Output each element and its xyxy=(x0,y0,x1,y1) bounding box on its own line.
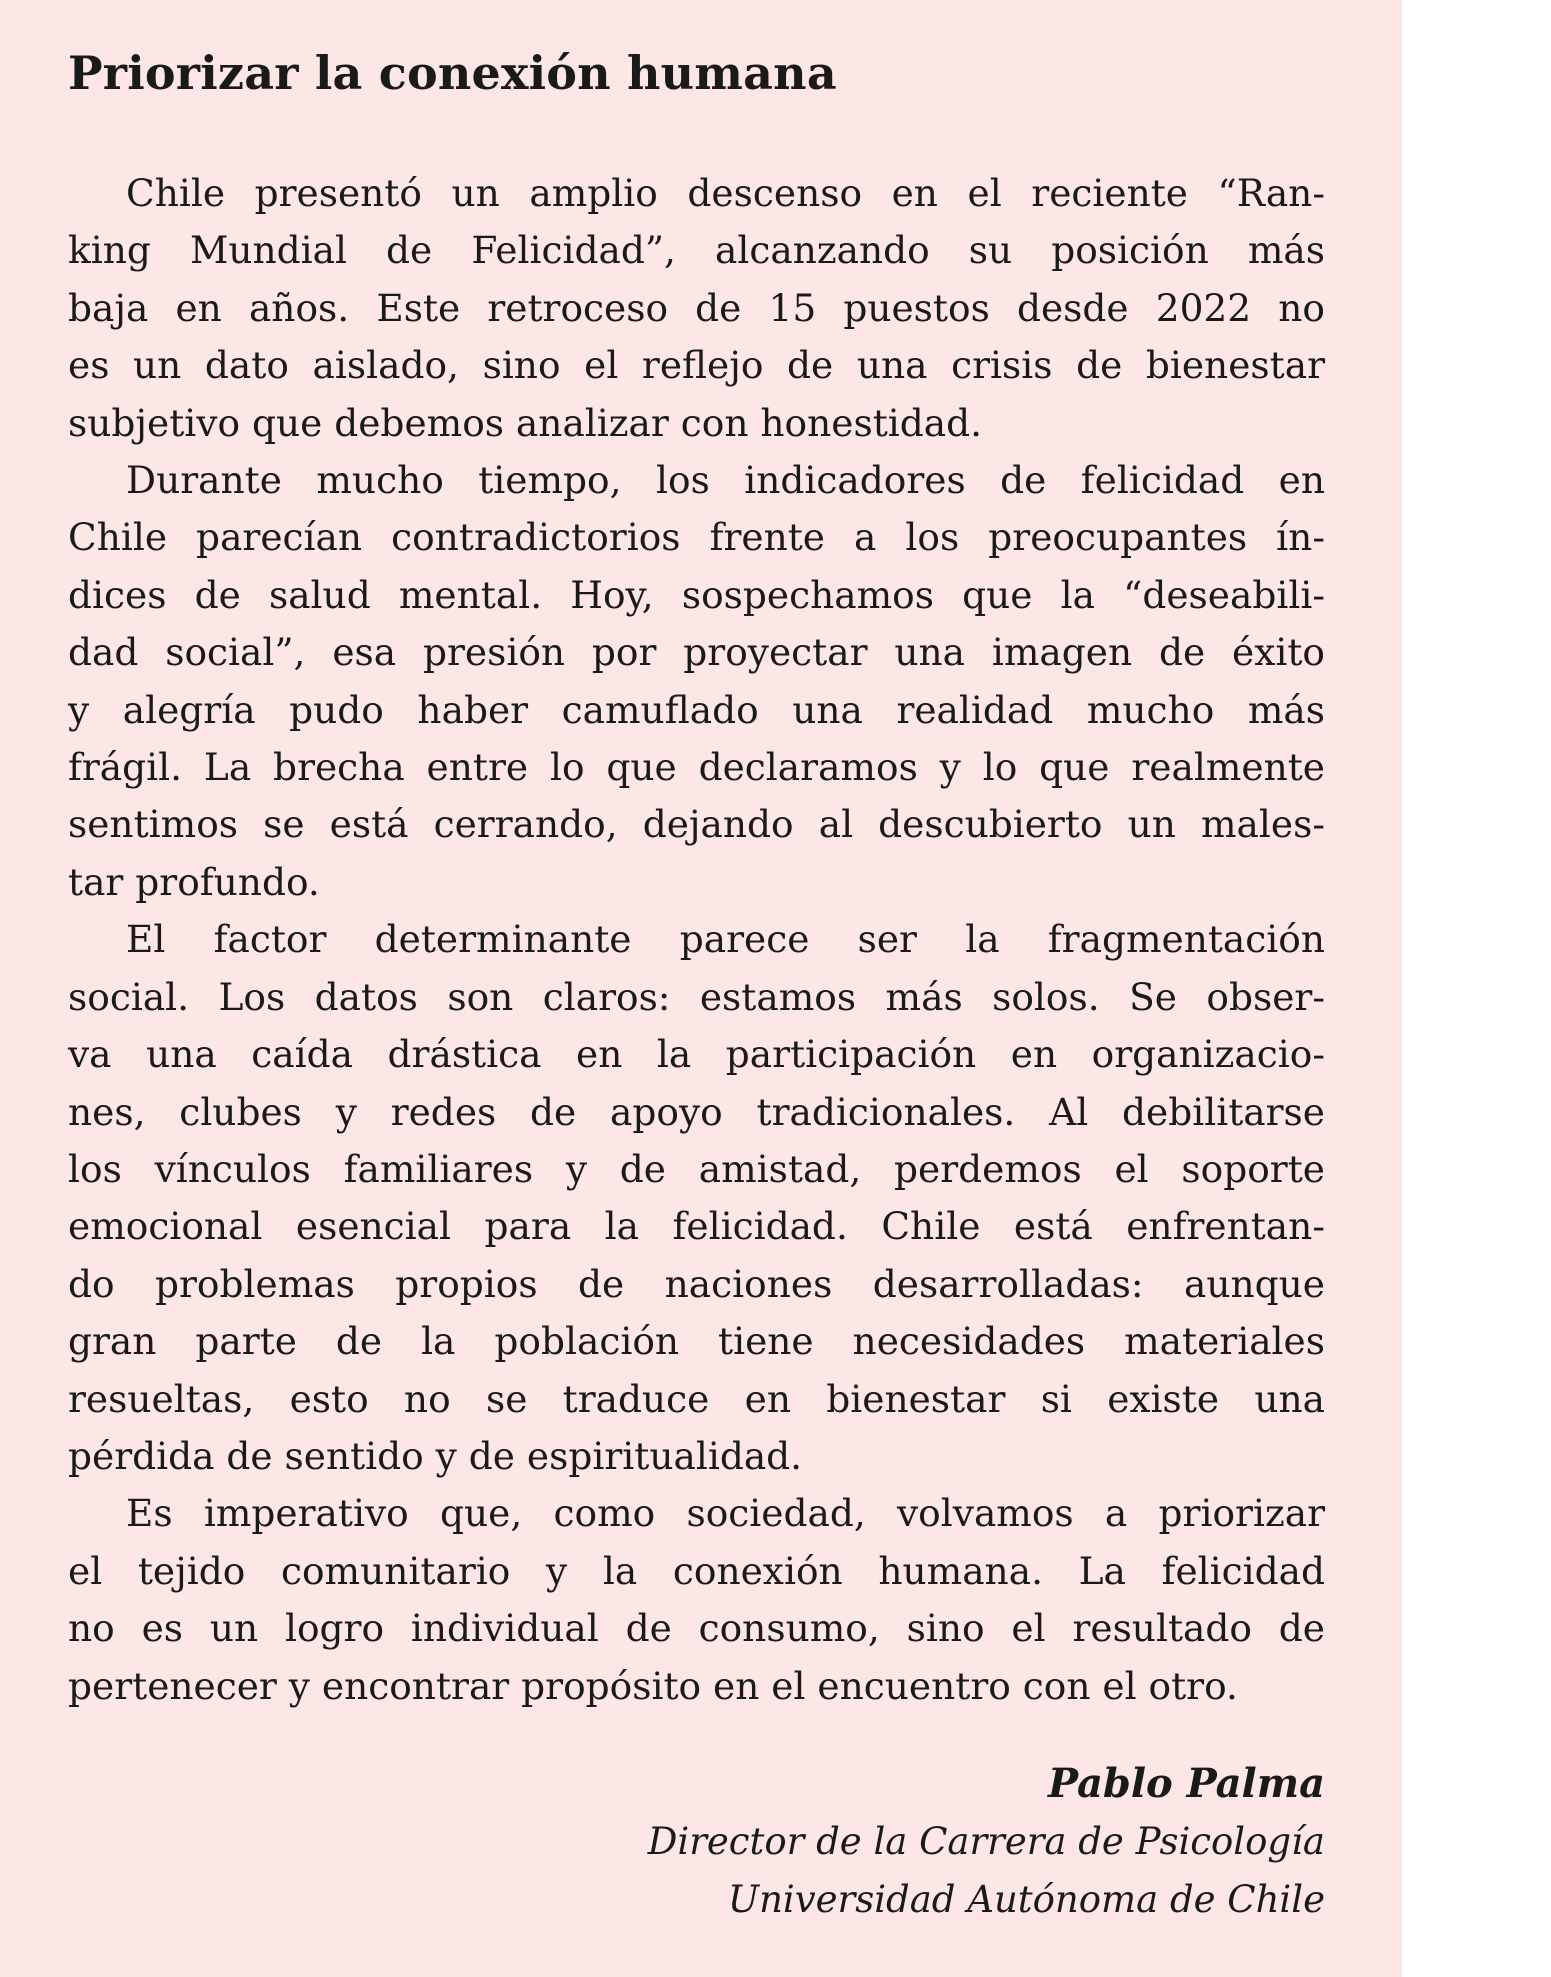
article-body xyxy=(68,165,1325,1715)
text-line: gran parte de la población tiene necesidades materiales xyxy=(68,1319,1325,1364)
text-line: no es un logro individual de consumo, sino el resultado de xyxy=(68,1606,1325,1651)
text-line: emocional esencial para la felicidad. Chile está enfrentan- xyxy=(68,1204,1325,1249)
text-line: social. Los datos son claros: estamos más solos. Se obser- xyxy=(68,974,1325,1019)
text-line: do problemas propios de naciones desarrolladas: aunque xyxy=(68,1261,1325,1306)
author-name: Pablo Palma xyxy=(1047,1760,1325,1807)
text-line: king Mundial de Felicidad”, alcanzando su posición más xyxy=(68,228,1325,273)
text-line: pérdida de sentido y de espiritualidad. xyxy=(68,1433,803,1478)
text-line: Chile presentó un amplio descenso en el reciente “Ran- xyxy=(126,171,1325,215)
text-line: el tejido comunitario y la conexión humana. La felicidad xyxy=(68,1548,1325,1593)
text-line: dices de salud mental. Hoy, sospechamos que la “deseabili- xyxy=(68,572,1325,617)
text-line: sentimos se está cerrando, dejando al descubierto un males- xyxy=(68,802,1325,847)
text-line: Es imperativo que, como sociedad, volvamos a priorizar xyxy=(126,1491,1325,1536)
author-institution: Universidad Autónoma de Chile xyxy=(727,1878,1325,1921)
text-line: tar profundo. xyxy=(68,859,320,904)
paragraph-2 xyxy=(68,452,1325,911)
text-line: Durante mucho tiempo, los indicadores de felicidad en xyxy=(126,458,1325,503)
article-title: Priorizar la conexión humana xyxy=(68,46,837,100)
paragraph-3 xyxy=(68,911,1325,1485)
text-line: y alegría pudo haber camuflado una realidad mucho más xyxy=(68,687,1325,732)
text-line: pertenecer y encontrar propósito en el encuentro con el otro. xyxy=(68,1663,1238,1708)
page-edge xyxy=(1402,0,1551,1977)
text-line: es un dato aislado, sino el reflejo de una crisis de bienestar xyxy=(68,343,1325,388)
text-line: va una caída drástica en la participación en organizacio- xyxy=(68,1032,1325,1077)
text-line: resueltas, esto no se traduce en bienestar si existe una xyxy=(68,1376,1325,1421)
author-role: Director de la Carrera de Psicología xyxy=(647,1820,1325,1863)
text-line: los vínculos familiares y de amistad, perdemos el soporte xyxy=(68,1146,1325,1191)
text-line: baja en años. Este retroceso de 15 puestos desde 2022 no xyxy=(68,285,1325,330)
text-line: frágil. La brecha entre lo que declaramos y lo que realmente xyxy=(68,745,1325,790)
text-line: dad social”, esa presión por proyectar una imagen de éxito xyxy=(68,630,1325,675)
text-line: nes, clubes y redes de apoyo tradicionales. Al debilitarse xyxy=(68,1089,1325,1134)
text-line: El factor determinante parece ser la fragmentación xyxy=(126,917,1325,962)
paragraph-1 xyxy=(68,165,1325,452)
text-line: subjetivo que debemos analizar con honestidad. xyxy=(68,400,983,445)
signature xyxy=(648,1757,1325,1927)
paragraph-4 xyxy=(68,1485,1325,1715)
text-line: Chile parecían contradictorios frente a los preocupantes ín- xyxy=(68,515,1325,560)
